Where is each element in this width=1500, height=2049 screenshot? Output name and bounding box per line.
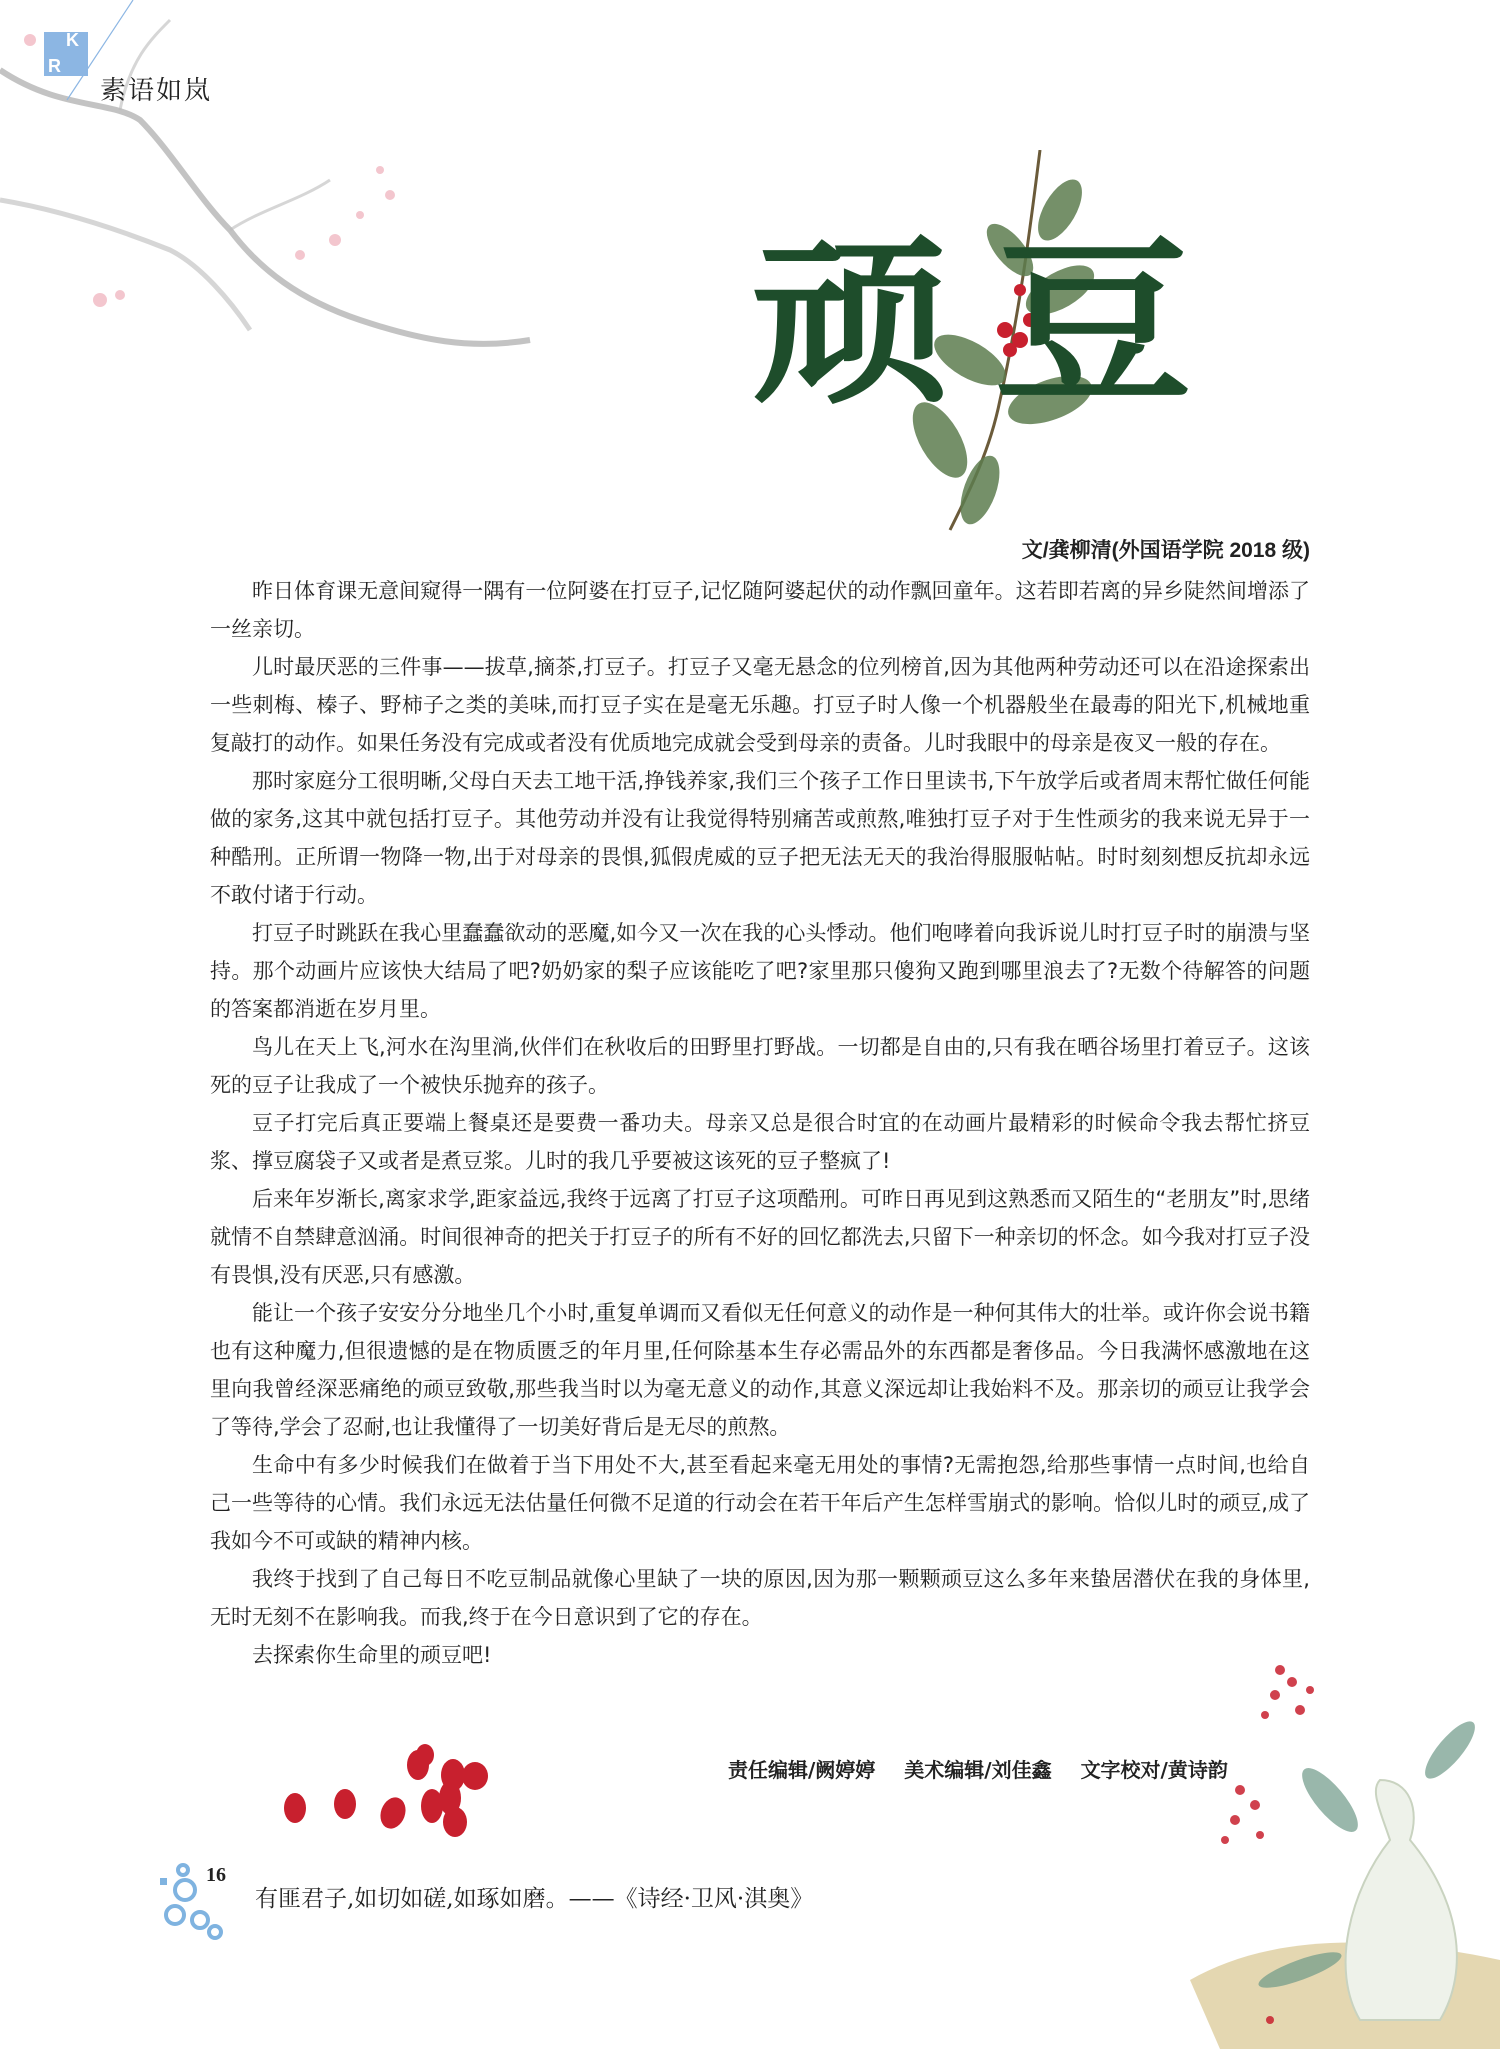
paragraph: 那时家庭分工很明晰,父母白天去工地干活,挣钱养家,我们三个孩子工作日里读书,下午放学后或者周末帮忙做任何能做的家务,这其中就包括打豆子。其他劳动并没有让我觉得特别痛苦或煎熬,唯独打豆子对于生性顽劣的我来说无异于一种酷刑。正所谓一物降一物,出于对母亲的畏惧,狐假虎威的豆子把无法无天的我治得服服帖帖。时时刻刻想反抗却永远不敢付诸于行动。 (210, 769, 1310, 907)
logo-letter-k: K (66, 30, 79, 50)
editorial-credits (728, 1754, 1250, 1783)
logo-letter-r: R (48, 56, 61, 76)
paragraph: 去探索你生命里的顽豆吧! (252, 1643, 492, 1667)
vase-flower-illustration (1180, 1640, 1500, 2049)
author-byline: 文/龚柳清(外国语学院 2018 级) (1021, 539, 1310, 562)
paragraph: 我终于找到了自己每日不吃豆制品就像心里缺了一块的原因,因为那一颗颗顽豆这么多年来蛰居潜伏在我的身体里,无时无刻不在影响我。而我,终于在今日意识到了它的存在。 (210, 1567, 1310, 1629)
paragraph: 生命中有多少时候我们在做着于当下用处不大,甚至看起来毫无用处的事情?无需抱怨,给那些事情一点时间,也给自己一些等待的心情。我们永远无法估量任何微不足道的行动会在若干年后产生怎样雪崩式的影响。恰似儿时的顽豆,成了我如今不可或缺的精神内核。 (210, 1453, 1310, 1553)
red-beans-illustration (265, 1740, 525, 1860)
article-body (210, 572, 1310, 1674)
credit-art-editor: 美术编辑/刘佳鑫 (904, 1758, 1052, 1782)
paragraph: 昨日体育课无意间窥得一隅有一位阿婆在打豆子,记忆随阿婆起伏的动作飘回童年。这若即若离的异乡陡然间增添了一丝亲切。 (210, 579, 1310, 641)
paragraph: 豆子打完后真正要端上餐桌还是要费一番功夫。母亲又总是很合时宜的在动画片最精彩的时候命令我去帮忙挤豆浆、撑豆腐袋子又或者是煮豆浆。儿时的我几乎要被这该死的豆子整疯了! (210, 1111, 1310, 1173)
paragraph: 鸟儿在天上飞,河水在沟里淌,伙伴们在秋收后的田野里打野战。一切都是自由的,只有我在晒谷场里打着豆子。这该死的豆子让我成了一个被快乐抛弃的孩子。 (210, 1035, 1310, 1097)
credit-proofreader: 文字校对/黄诗韵 (1080, 1758, 1228, 1782)
paragraph: 能让一个孩子安安分分地坐几个小时,重复单调而又看似无任何意义的动作是一种何其伟大的壮举。或许你会说书籍也有这种魔力,但很遗憾的是在物质匮乏的年月里,任何除基本生存必需品外的东西都是奢侈品。今日我满怀感激地在这里向我曾经深恶痛绝的顽豆致敬,那些我当时以为毫无意义的动作,其意义深远却让我始料不及。那亲切的顽豆让我学会了等待,学会了忍耐,也让我懂得了一切美好背后是无尽的煎熬。 (210, 1301, 1310, 1439)
column-name: 素语如岚 (100, 76, 213, 106)
footer-quote: 有匪君子,如切如磋,如琢如磨。——《诗经·卫风·淇奥》 (255, 1886, 814, 1912)
paragraph: 后来年岁渐长,离家求学,距家益远,我终于远离了打豆子这项酷刑。可昨日再见到这熟悉而又陌生的“老朋友”时,思绪就情不自禁肆意汹涌。时间很神奇的把关于打豆子的所有不好的回忆都洗去,只留下一种亲切的怀念。如今我对打豆子没有畏惧,没有厌恶,只有感激。 (210, 1187, 1310, 1287)
credit-editor: 责任编辑/阙婷婷 (728, 1758, 876, 1782)
article-title: 顽豆 (752, 220, 1237, 429)
paragraph: 打豆子时跳跃在我心里蠢蠢欲动的恶魔,如今又一次在我的心头悸动。他们咆哮着向我诉说儿时打豆子时的崩溃与坚持。那个动画片应该快大结局了吧?奶奶家的梨子应该能吃了吧?家里那只傻狗又跑到哪里浪去了?无数个待解答的问题的答案都消逝在岁月里。 (210, 921, 1310, 1021)
paragraph: 儿时最厌恶的三件事——拔草,摘茶,打豆子。打豆子又毫无悬念的位列榜首,因为其他两种劳动还可以在沿途探索出一些刺梅、榛子、野柿子之类的美味,而打豆子实在是毫无乐趣。打豆子时人像一个机器般坐在最毒的阳光下,机械地重复敲打的动作。如果任务没有完成或者没有优质地完成就会受到母亲的责备。儿时我眼中的母亲是夜叉一般的存在。 (210, 655, 1310, 755)
page-number: 16 (206, 1864, 226, 1886)
